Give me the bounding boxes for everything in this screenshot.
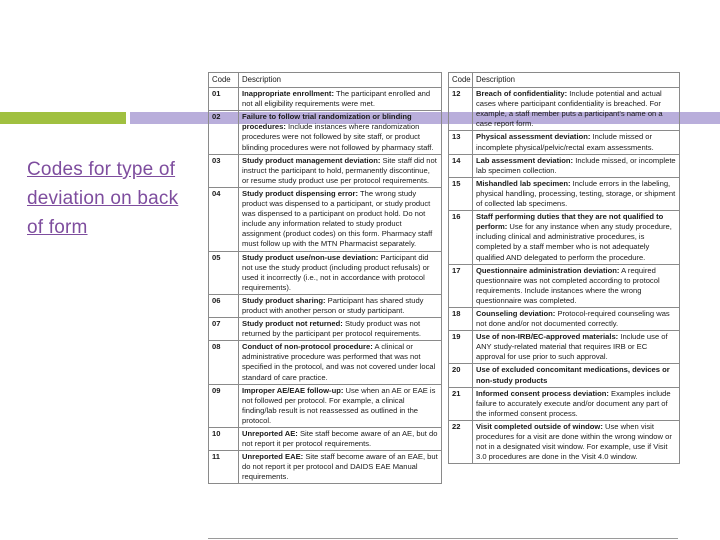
deviation-text: Include errors in the labeling, physical handling, processing, testing, storage, or shipment of collected lab specimens. <box>476 178 676 209</box>
deviation-code: 06 <box>209 294 239 317</box>
deviation-text: Site staff become aware of an AE, but do not report it per protocol requirements. <box>242 429 438 449</box>
table-row <box>449 211 680 264</box>
deviation-text: Use when visit procedures for a visit are done within the wrong window or not in a designated visit window. For example, use if Visit 3.0 procedures are done in the Visit 4.0 window. <box>476 421 672 462</box>
deviation-code: 10 <box>209 428 239 451</box>
accent-bar-green <box>0 112 126 124</box>
deviation-description <box>473 211 680 264</box>
deviation-text: Use for any instance when any study procedure, including clinical and administrative procedures, is completed by a staff member who is not adequately qualified AND delegated to perform the procedure. <box>476 222 672 262</box>
table-header-row <box>209 73 442 88</box>
deviation-code: 12 <box>449 88 473 131</box>
table-row <box>209 341 442 384</box>
table-row <box>209 384 442 427</box>
deviation-description <box>473 420 680 463</box>
deviation-description <box>473 364 680 387</box>
deviation-text: The participant enrolled and not all eligibility requirements were met. <box>242 89 431 109</box>
deviation-code: 22 <box>449 420 473 463</box>
deviation-title: Inappropriate enrollment: <box>242 89 334 99</box>
deviation-codes-table-right <box>448 72 680 464</box>
table-row <box>449 177 680 210</box>
deviation-code: 14 <box>449 154 473 177</box>
description-column-header: Description <box>239 73 442 88</box>
deviation-code: 09 <box>209 384 239 427</box>
deviation-description <box>473 331 680 364</box>
deviation-code: 08 <box>209 341 239 384</box>
deviation-title: Conduct of non-protocol procedure: <box>242 342 373 352</box>
deviation-text: Site staff become aware of an EAE, but do not report it per protocol and DAIDS EAE Manual requirements. <box>242 452 438 482</box>
deviation-text: A clinical or administrative procedure was performed that was not specified in the protocol, and was not covered under local standard of care practice. <box>242 342 436 382</box>
table-row <box>209 154 442 187</box>
table-row <box>209 251 442 294</box>
deviation-text: Include potential and actual cases where participant confidentiality is breached. For example, a staff member puts a participant's name on a case report form. <box>476 89 663 129</box>
deviation-code: 15 <box>449 177 473 210</box>
table-row <box>209 88 442 111</box>
deviation-code: 04 <box>209 187 239 251</box>
deviation-description <box>239 251 442 294</box>
slide-title: Codes for type of deviation on back of form <box>27 159 179 238</box>
deviation-code: 17 <box>449 264 473 307</box>
deviation-description <box>239 318 442 341</box>
table-row <box>449 154 680 177</box>
deviation-text: A required questionnaire was not completed according to protocol requirements. Include instances where the wrong questionnaire was completed. <box>476 265 660 305</box>
deviation-code: 13 <box>449 131 473 154</box>
deviation-title: Visit completed outside of window: <box>476 421 603 431</box>
deviation-title: Study product sharing: <box>242 295 326 305</box>
deviation-code: 11 <box>209 451 239 484</box>
deviation-code: 16 <box>449 211 473 264</box>
deviation-title: Improper AE/EAE follow-up: <box>242 385 344 395</box>
deviation-title: Use of non-IRB/EC-approved materials: <box>476 332 619 342</box>
deviation-description <box>239 294 442 317</box>
deviation-code: 01 <box>209 88 239 111</box>
deviation-text: Include instances where randomization procedures were not followed by site staff, or product blinding procedures were not followed by pharmacy staff. <box>242 122 434 152</box>
deviation-codes-table-left <box>208 72 442 484</box>
deviation-text: Study product was not returned by the participant per protocol requirements. <box>242 319 421 339</box>
table-row <box>209 428 442 451</box>
deviation-text: Protocol-required counseling was not done and/or not documented correctly. <box>476 308 670 329</box>
table-row <box>449 264 680 307</box>
deviation-text: Participant did not use the study product (including product refusals) or used it incorrectly (i.e., not in accordance with protocol requirements). <box>242 252 430 292</box>
deviation-title: Study product management deviation: <box>242 155 381 165</box>
table-row <box>209 111 442 154</box>
deviation-text: The wrong study product was dispensed to a participant, or study product was dispensed to a participant on product hold. Do not include any information related to study product assignment (product codes) on this form. Pharmacy staff must follow up with the MTN Pharmacist separately. <box>242 188 433 249</box>
deviation-text: Use when an AE or EAE is not followed per protocol. For example, a clinical finding/lab result is not reassessed as outlined in the protocol. <box>242 385 436 425</box>
deviation-code: 20 <box>449 364 473 387</box>
deviation-description <box>239 451 442 484</box>
table-row <box>449 364 680 387</box>
deviation-title: Study product not returned: <box>242 319 343 329</box>
deviation-code: 18 <box>449 307 473 330</box>
table-row <box>209 318 442 341</box>
deviation-description <box>239 154 442 187</box>
deviation-description <box>473 131 680 154</box>
deviation-title: Staff performing duties that they are not qualified to perform: <box>476 212 664 232</box>
description-column-header: Description <box>473 73 680 88</box>
deviation-description <box>473 387 680 420</box>
deviation-description <box>473 177 680 210</box>
deviation-text: Include use of ANY study-related material that requires IRB or EC approval for use prior to such approval. <box>476 332 668 362</box>
table-row <box>449 88 680 131</box>
deviation-description <box>239 384 442 427</box>
deviation-description <box>239 88 442 111</box>
table-header-row <box>449 73 680 88</box>
deviation-text: Include missed, or incomplete lab specimen collection. <box>476 155 676 175</box>
deviation-title: Mishandled lab specimen: <box>476 178 571 188</box>
deviation-description <box>239 187 442 251</box>
deviation-code: 07 <box>209 318 239 341</box>
deviation-description <box>239 341 442 384</box>
deviation-description <box>239 428 442 451</box>
deviation-description <box>473 154 680 177</box>
table-row <box>449 131 680 154</box>
deviation-description <box>473 307 680 330</box>
deviation-title: Lab assessment deviation: <box>476 155 574 165</box>
deviation-title: Failure to follow trial randomization or blinding procedures: <box>242 112 412 132</box>
deviation-text: Site staff did not instruct the participant to hold, permanently discontinue, or resume study product use per protocol requirements. <box>242 155 437 185</box>
deviation-title: Study product use/non-use deviation: <box>242 252 379 262</box>
deviation-text: Include missed or incomplete physical/pelvic/rectal exam assessments. <box>476 132 654 152</box>
deviation-text: Examples include failure to accurately execute and/or document any part of the informed consent process. <box>476 388 671 418</box>
deviation-code: 21 <box>449 387 473 420</box>
code-column-header: Code <box>209 73 239 88</box>
table-row <box>449 331 680 364</box>
deviation-description <box>239 111 442 154</box>
deviation-code: 05 <box>209 251 239 294</box>
table-row <box>209 451 442 484</box>
deviation-description <box>473 88 680 131</box>
deviation-description <box>473 264 680 307</box>
deviation-code: 19 <box>449 331 473 364</box>
code-column-header: Code <box>449 73 473 88</box>
deviation-title: Unreported EAE: <box>242 452 304 462</box>
table-row <box>209 294 442 317</box>
deviation-title: Informed consent process deviation: <box>476 388 609 398</box>
deviation-title: Counseling deviation: <box>476 308 556 318</box>
deviation-code: 03 <box>209 154 239 187</box>
table-row <box>449 307 680 330</box>
deviation-title: Breach of confidentiality: <box>476 89 568 99</box>
deviation-code: 02 <box>209 111 239 154</box>
deviation-title: Study product dispensing error: <box>242 188 359 198</box>
deviation-title: Physical assessment deviation: <box>476 132 591 142</box>
deviation-title: Unreported AE: <box>242 429 298 438</box>
deviation-title: Questionnaire administration deviation: <box>476 265 620 275</box>
table-row <box>209 187 442 251</box>
deviation-text: Participant has shared study product with another person or study participant. <box>242 295 424 315</box>
table-row <box>449 387 680 420</box>
table-row <box>449 420 680 463</box>
bottom-rule <box>208 538 678 539</box>
deviation-title: Use of excluded concomitant medications, devices or non-study products <box>476 365 670 385</box>
